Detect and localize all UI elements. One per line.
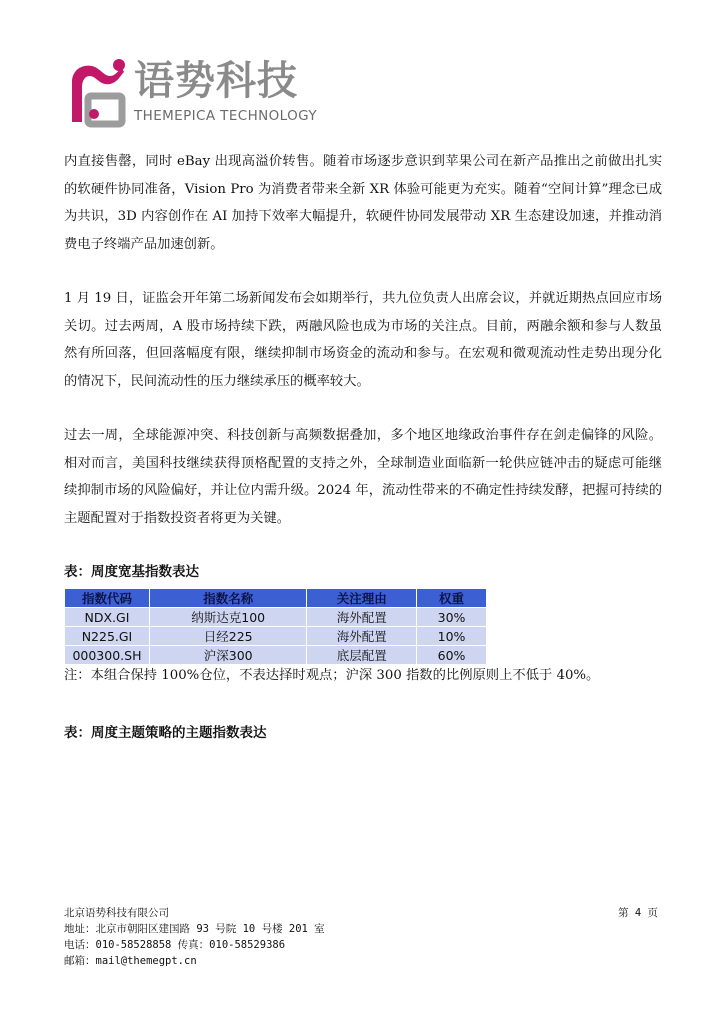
- footer-address: 地址：北京市朝阳区建国路 93 号院 10 号楼 201 室: [64, 923, 325, 935]
- report-body: [64, 148, 662, 749]
- paragraph-global: 过去一周，全球能源冲突、科技创新与高频数据叠加，多个地区地缘政治事件存在剑走偏锋的风险。相对而言，美国科技继续获得顶格配置的支持之外，全球制造业面临新一轮供应链冲击的疑虑可能继续抑制市场的风险偏好，并让位内需升级。2024 年，流动性带来的不确定性持续发酵，把握可持续的主题配置对于指数投资者将更为关键。: [64, 428, 662, 526]
- table1-title: 表：周度宽基指数表达: [64, 564, 199, 580]
- paragraph-xr: 内直接售罄，同时 eBay 出现高溢价转售。随着市场逐步意识到苹果公司在新产品推出之前做出扎实的软硬件协同准备，Vision Pro 为消费者带来全新 XR 体验可能更为充实。随着“空间计算”理念已成为共识，3D 内容创作在 AI 加持下效率大幅提升，软硬件协同发展带动 XR 生态建设加速，并推动消费电子终端产品加速创新。: [64, 154, 662, 252]
- broad-index-table: [64, 588, 487, 665]
- header-weight: 权重: [417, 589, 487, 608]
- company-header: [64, 56, 384, 130]
- brand-name-en: THEMEPICA TECHNOLOGY: [134, 108, 317, 124]
- header-index-code: 指数代码: [65, 589, 150, 608]
- table-row: [65, 627, 487, 646]
- cell-index-code: N225.GI: [65, 627, 150, 646]
- company-logo-icon: [64, 56, 128, 128]
- brand-name-cn: 语势科技: [134, 58, 298, 104]
- cell-index-name: 日经225: [149, 627, 307, 646]
- footer-company: 北京语势科技有限公司: [64, 907, 169, 919]
- table-row: [65, 646, 487, 665]
- page-number: 第 4 页: [618, 907, 658, 919]
- header-index-name: 指数名称: [149, 589, 307, 608]
- cell-weight: 60%: [417, 646, 487, 665]
- cell-index-code: NDX.GI: [65, 608, 150, 627]
- footer-email: 邮箱：mail@themegpt.cn: [64, 955, 197, 967]
- table-row: [65, 608, 487, 627]
- cell-reason: 海外配置: [307, 627, 417, 646]
- table2-title: 表：周度主题策略的主题指数表达: [64, 725, 267, 741]
- table1-note: 注：本组合保持 100%仓位，不表达择时观点；沪深 300 指数的比例原则上不低于 40%。: [64, 668, 600, 683]
- cell-index-code: 000300.SH: [65, 646, 150, 665]
- cell-reason: 海外配置: [307, 608, 417, 627]
- cell-weight: 30%: [417, 608, 487, 627]
- cell-index-name: 沪深300: [149, 646, 307, 665]
- page-footer: [64, 905, 658, 969]
- table-header-row: [65, 589, 487, 608]
- cell-reason: 底层配置: [307, 646, 417, 665]
- cell-index-name: 纳斯达克100: [149, 608, 307, 627]
- footer-phone: 电话：010-58528858 传真：010-58529386: [64, 939, 286, 951]
- header-reason: 关注理由: [307, 589, 417, 608]
- cell-weight: 10%: [417, 627, 487, 646]
- paragraph-csrc: 1 月 19 日，证监会开年第二场新闻发布会如期举行，共九位负责人出席会议，并就近期热点回应市场关切。过去两周，A 股市场持续下跌，两融风险也成为市场的关注点。目前，两融余额和参与人数虽然有所回落，但回落幅度有限，继续抑制市场资金的流动和参与。在宏观和微观流动性走势出现分化的情况下，民间流动性的压力继续承压的概率较大。: [64, 291, 662, 389]
